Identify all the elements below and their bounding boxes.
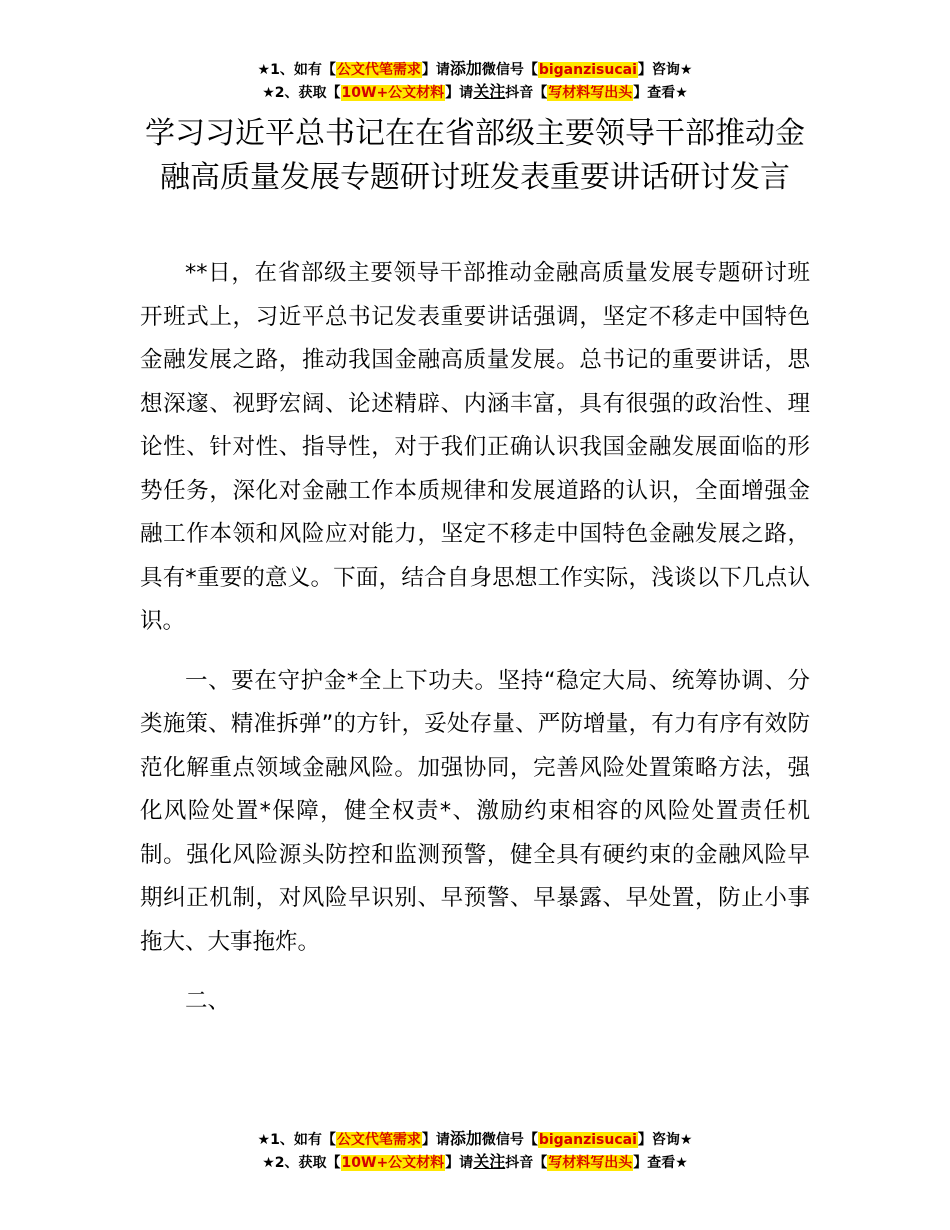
promo-emphasis: 添加	[449, 59, 482, 78]
promo-text: 抖音【	[505, 85, 548, 101]
promo-douyin-id: 写材料写出头	[548, 1155, 633, 1171]
promo-text: 】查看★	[633, 1155, 688, 1171]
document-title: 学习习近平总书记在在省部级主要领导干部推动金融高质量发展专题研讨班发表重要讲话研讨发言	[145, 116, 805, 195]
promo-text: 抖音【	[505, 1155, 548, 1171]
promo-text: 】请	[421, 1132, 450, 1148]
paragraph-section-1: 一、要在守护金*全上下功夫。坚持“稳定大局、统筹协调、分类施策、精准拆弹”的方针，妥处存量、严防增量，有力有序有效防范化解重点领域金融风险。加强协同，完善风险处置策略方法，强化风险处置*保障，健全权责*、激励约束相容的风险处置责任机制。强化风险源头防控和监测预警，健全具有硬约束的金融风险早期纠正机制，对风险早识别、早预警、早暴露、早处置，防止小事拖大、大事拖炸。	[140, 667, 810, 955]
promo-wechat-id: biganzisucai	[538, 1132, 637, 1148]
promo-text: 】请	[445, 85, 474, 101]
promo-highlight: 公文代笔需求	[336, 62, 421, 78]
promo-highlight: 公文代笔需求	[336, 1132, 421, 1148]
promo-text: 】请	[445, 1155, 474, 1171]
promo-footer	[0, 1128, 950, 1174]
promo-text: 微信号【	[481, 1132, 538, 1148]
promo-text: ★1、如有【	[257, 62, 336, 78]
promo-emphasis: 添加	[449, 1129, 482, 1148]
paragraph-section-2: 二、	[185, 988, 231, 1014]
promo-line-2	[0, 81, 950, 104]
promo-text: 微信号【	[481, 62, 538, 78]
promo-text: 】查看★	[633, 85, 688, 101]
paragraph-intro: **日，在省部级主要领导干部推动金融高质量发展专题研讨班开班式上，习近平总书记发表重要讲话强调，坚定不移走中国特色金融发展之路，推动我国金融高质量发展。总书记的重要讲话，思想深邃、视野宏阔、论述精辟、内涵丰富，具有很强的政治性、理论性、针对性、指导性，对于我们正确认识我国金融发展面临的形势任务，深化对金融工作本质规律和发展道路的认识，全面增强金融工作本领和风险应对能力，坚定不移走中国特色金融发展之路，具有*重要的意义。下面，结合自身思想工作实际，浅谈以下几点认识。	[140, 260, 810, 634]
promo-highlight: 10W+公文材料	[341, 85, 445, 101]
promo-text: 】咨询★	[637, 1132, 693, 1148]
promo-line-1	[0, 1128, 950, 1151]
promo-emphasis: 关注	[473, 82, 506, 101]
promo-douyin-id: 写材料写出头	[548, 85, 633, 101]
promo-text: 】请	[421, 62, 450, 78]
promo-emphasis: 关注	[473, 1152, 506, 1171]
promo-header	[0, 58, 950, 104]
promo-text: ★1、如有【	[257, 1132, 336, 1148]
promo-highlight: 10W+公文材料	[341, 1155, 445, 1171]
promo-line-1	[0, 58, 950, 81]
document-body	[140, 252, 810, 1040]
promo-text: 】咨询★	[637, 62, 693, 78]
promo-text: ★2、获取【	[262, 1155, 341, 1171]
promo-wechat-id: biganzisucai	[538, 62, 637, 78]
promo-text: ★2、获取【	[262, 85, 341, 101]
promo-line-2	[0, 1151, 950, 1174]
